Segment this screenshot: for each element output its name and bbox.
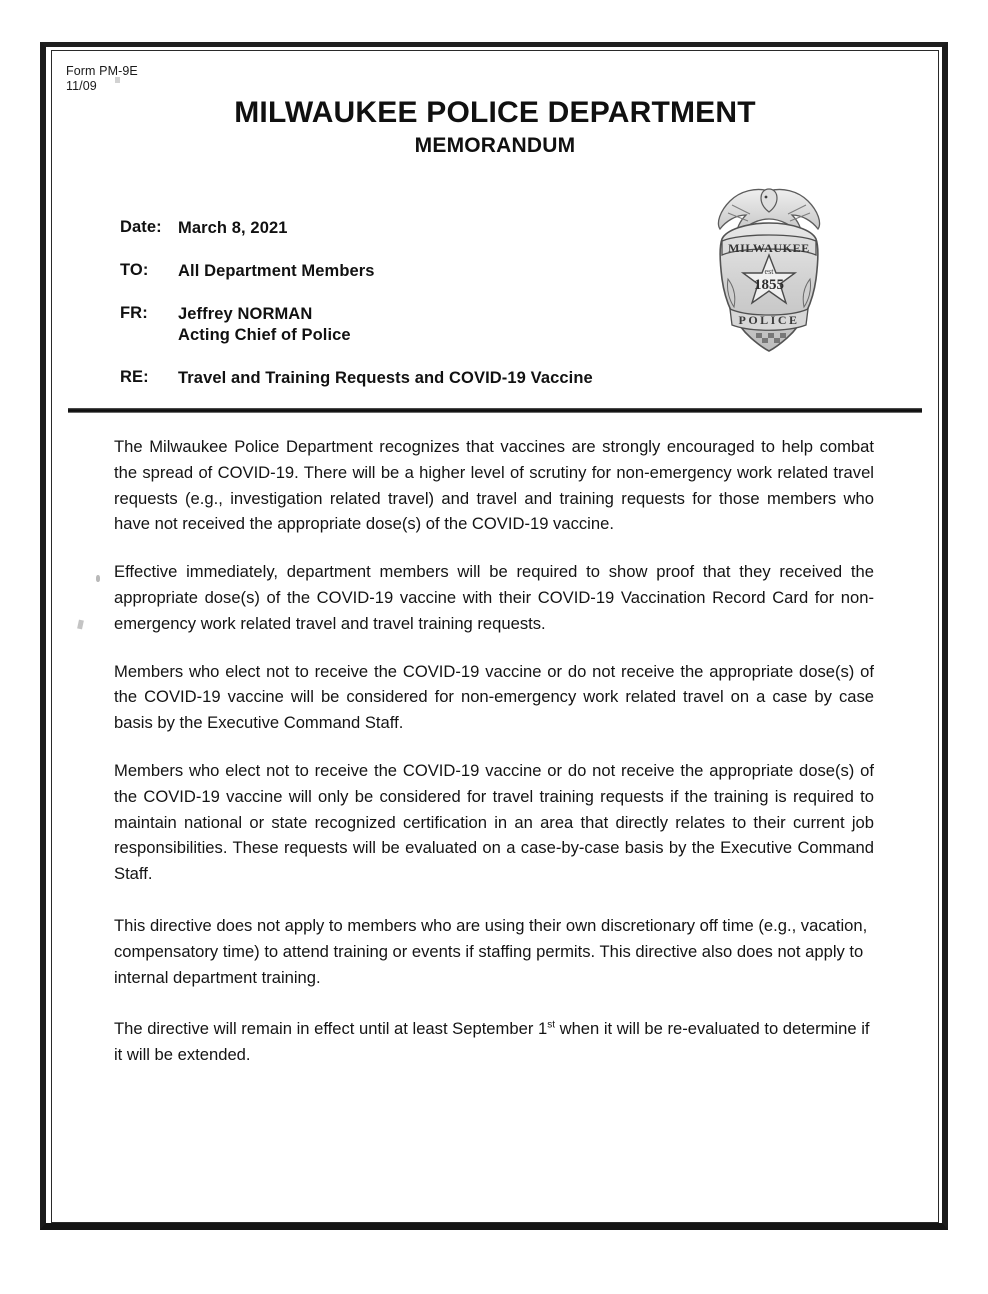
body-paragraph-5: This directive does not apply to members who are using their own discretionary off time (e.g., vacation, compensatory time) to attend training or events if staffing permits. This directive also does not apply to internal department training. — [114, 915, 868, 987]
from-label: FR: — [120, 304, 148, 322]
header-separator-rule — [68, 408, 922, 413]
body-paragraph-6-part2: when it will be re-evaluated to determine if it will be extended. — [114, 1019, 870, 1065]
memo-body — [114, 434, 874, 1090]
svg-text:est: est — [764, 267, 774, 276]
page-subtitle: MEMORANDUM — [414, 134, 576, 157]
to-value: All Department Members — [178, 262, 375, 280]
memo-field-to — [120, 261, 700, 282]
body-paragraph-1: The Milwaukee Police Department recognizes that vaccines are strongly encouraged to help combat the spread of COVID-19. There will be a higher level of scrutiny for non-emergency work related travel requests (e.g., investigation related travel) and travel and training requests for those members who have not received the appropriate dose(s) of the COVID-19 vaccine. — [114, 437, 874, 534]
re-value: Travel and Training Requests and COVID-19 Vaccine — [178, 369, 593, 387]
svg-text:POLICE: POLICE — [738, 313, 800, 327]
date-label: Date: — [120, 218, 162, 236]
to-label: TO: — [120, 261, 149, 279]
memo-field-re — [120, 368, 700, 389]
document-title-block — [51, 96, 939, 159]
from-value — [178, 304, 700, 346]
form-code — [66, 64, 138, 94]
body-paragraph-6 — [114, 1016, 874, 1068]
scan-artifact — [96, 575, 100, 582]
body-paragraph-4: Members who elect not to receive the COVID-19 vaccine or do not receive the appropriate dose(s) of the COVID-19 vaccine will only be considered for travel training requests if the training is required to maintain national or state recognized certification in an area that directly relates to their current job responsibilities. These requests will be evaluated on a case-by-case basis by the Executive Command Staff. — [114, 760, 874, 884]
svg-text:MILWAUKEE: MILWAUKEE — [728, 241, 810, 255]
body-paragraph-2: Effective immediately, department members will be required to show proof that they received the appropriate dose(s) of the COVID-19 vaccine with their COVID-19 Vaccination Record Card for non-emergency work related travel and travel training requests. — [114, 562, 874, 633]
police-badge-icon — [706, 183, 832, 361]
ordinal-suffix: st — [547, 1019, 555, 1031]
body-paragraph-6-part1: The directive will remain in effect until at least September 1 — [114, 1019, 548, 1039]
form-code-line2: 11/09 — [66, 79, 97, 93]
from-rank: Acting Chief of Police — [178, 326, 351, 344]
memo-header-fields — [120, 218, 700, 409]
svg-text:1855: 1855 — [754, 277, 784, 293]
memo-field-date — [120, 218, 700, 239]
re-label: RE: — [120, 368, 149, 386]
page-title: MILWAUKEE POLICE DEPARTMENT — [234, 96, 756, 129]
memo-field-from — [120, 304, 700, 346]
date-value: March 8, 2021 — [178, 219, 288, 237]
form-code-line1: Form PM-9E — [66, 64, 138, 78]
body-paragraph-3: Members who elect not to receive the COVID-19 vaccine or do not receive the appropriate dose(s) of the COVID-19 vaccine will be considered for non-emergency work related travel on a case by case basis by the Executive Command Staff. — [114, 661, 874, 733]
from-name: Jeffrey NORMAN — [178, 305, 313, 323]
